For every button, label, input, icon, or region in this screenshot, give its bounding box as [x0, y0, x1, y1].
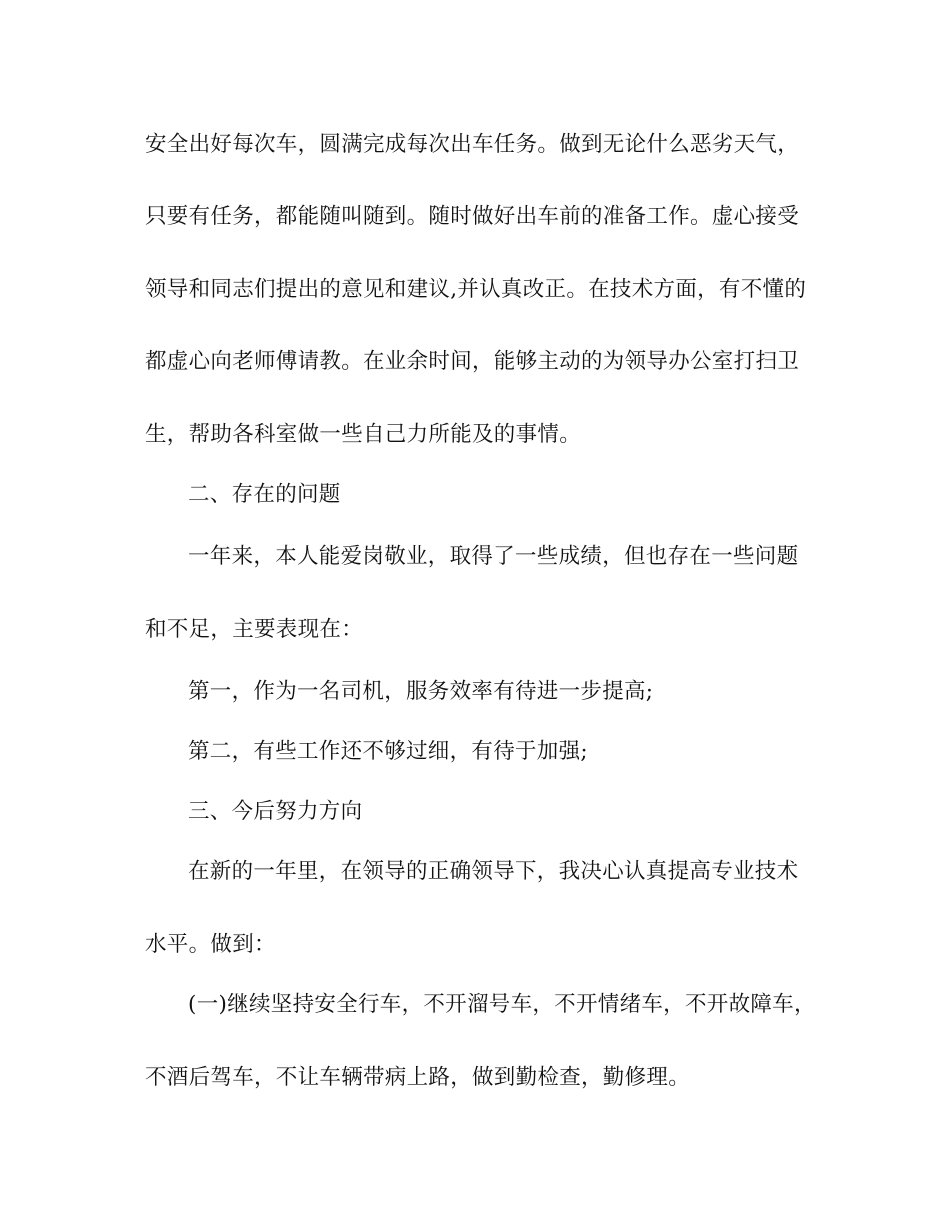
paragraph-line: 只要有任务，都能随叫随到。随时做好出车前的准备工作。虚心接受 [145, 204, 800, 229]
paragraph-line: 不酒后驾车，不让车辆带病上路，做到勤检查，勤修理。 [145, 1065, 691, 1090]
section-heading: 二、存在的问题 [188, 482, 341, 507]
list-item: (一)继续坚持安全行车，不开溜号车，不开情绪车，不开故障车， [188, 992, 816, 1017]
paragraph-line: 生，帮助各科室做一些自己力所能及的事情。 [145, 422, 582, 447]
list-item: 第二，有些工作还不够过细，有待于加强; [188, 739, 588, 764]
paragraph-line: 水平。做到： [145, 932, 276, 957]
paragraph-line: 领导和同志们提出的意见和建议,并认真改正。在技术方面，有不懂的 [145, 277, 807, 302]
section-heading: 三、今后努力方向 [188, 799, 363, 824]
paragraph-line: 一年来，本人能爱岗敬业，取得了一些成绩，但也存在一些问题 [188, 544, 799, 569]
paragraph-line: 和不足，主要表现在： [145, 617, 364, 642]
paragraph-line: 安全出好每次车，圆满完成每次出车任务。做到无论什么恶劣天气， [145, 132, 800, 157]
list-item: 第一，作为一名司机，服务效率有待进一步提高; [188, 679, 654, 704]
paragraph-line: 都虚心向老师傅请教。在业余时间，能够主动的为领导办公室打扫卫 [145, 349, 800, 374]
paragraph-line: 在新的一年里，在领导的正确领导下，我决心认真提高专业技术 [188, 859, 799, 884]
